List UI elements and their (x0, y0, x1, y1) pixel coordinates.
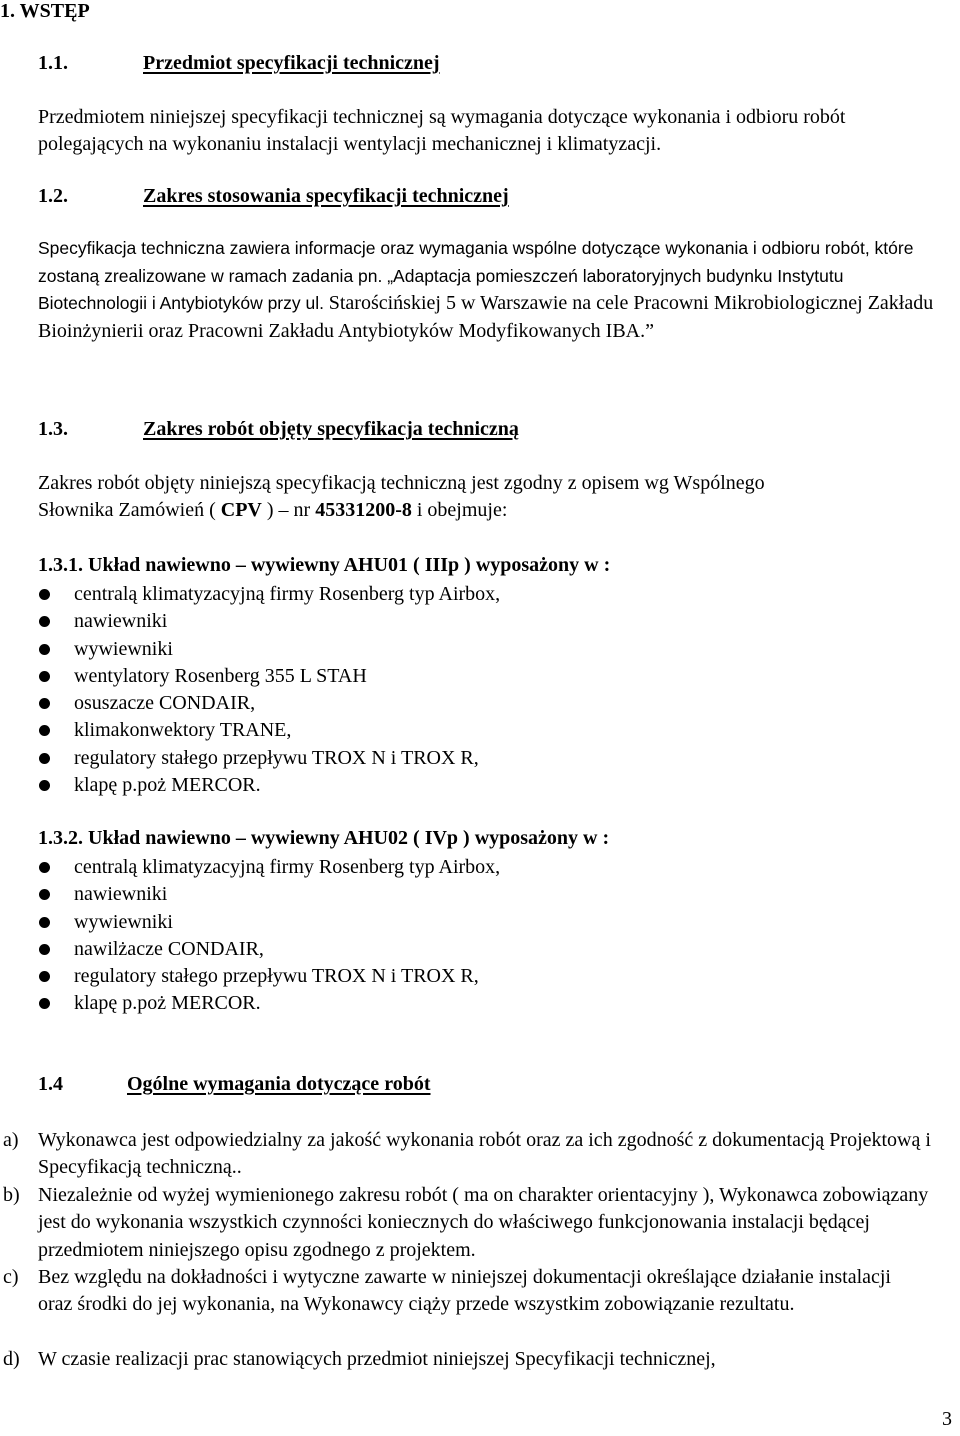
item-text: Niezależnie od wyżej wymienionego zakresu robót ( ma on charakter orientacyjny ), Wykonawca zobowiązany jest do wykonania wszystkich czynności koniecznych do właściwego funkcjonowania instalacji będącej przedmiotem niniejszego opisu zgodnego z projektem. (38, 1184, 929, 1261)
subsection-title: Zakres stosowania specyfikacji technicznej (143, 185, 509, 207)
list-item-text: nawiewniki (74, 883, 168, 906)
cpv-label: CPV (220, 499, 262, 521)
bullet-icon (39, 971, 50, 982)
bullet-icon (39, 725, 50, 736)
section-heading: 1. WSTĘP (0, 0, 90, 22)
equipment-list-ahu01 (38, 581, 500, 799)
list-heading: 1.3.1. Układ nawiewno – wywiewny AHU01 ( IIIp ) wyposażony w : (38, 554, 611, 576)
list-item-text: wentylatory Rosenberg 355 L STAH (74, 664, 367, 687)
list-item (38, 936, 500, 963)
list-item-text: klimakonwektory TRANE, (74, 719, 292, 742)
paragraph-part: Specyfikacja techniczna zawiera informacje oraz wymagania wspólne dotyczące wykonania i odbioru robót, które zostaną zrealizowane w ramach zadania pn. „Adaptacja pomieszczeń laboratoryjnych budynku Instytutu Biotechnologii i Antybiotyków przy ul. (38, 238, 914, 313)
page-number: 3 (942, 1408, 952, 1430)
paragraph (38, 235, 943, 345)
list-item-text: wywiewniki (74, 910, 173, 933)
list-item (38, 963, 500, 990)
bullet-icon (39, 998, 50, 1009)
paragraph-line: Zakres robót objęty niniejszą specyfikacją techniczną jest zgodny z opisem wg Wspólnego (38, 472, 765, 494)
list-item-text: centralą klimatyzacyjną firmy Rosenberg typ Airbox, (74, 856, 501, 878)
list-item (38, 990, 500, 1017)
bullet-icon (39, 862, 50, 873)
item-label: d) (3, 1348, 20, 1370)
list-item-text: wywiewniki (74, 637, 173, 660)
item-text: Wykonawca jest odpowiedzialny za jakość wykonania robót oraz za ich zgodność z dokumentacją Projektową i Specyfikacją techniczną.. (38, 1129, 931, 1179)
bullet-icon (39, 753, 50, 764)
subsection-title: Ogólne wymagania dotyczące robót (127, 1073, 431, 1095)
requirement-item-d (3, 1346, 938, 1373)
subsection-number: 1.1. (38, 52, 68, 74)
subsection-number: 1.3. (38, 418, 68, 440)
list-heading: 1.3.2. Układ nawiewno – wywiewny AHU02 ( IVp ) wyposażony w : (38, 827, 610, 849)
list-item (38, 663, 500, 690)
text: Słownika Zamówień ( (38, 499, 221, 521)
paragraph-line (38, 499, 507, 522)
bullet-icon (39, 917, 50, 928)
item-label: c) (3, 1266, 19, 1288)
list-item (38, 909, 500, 936)
list-item-text: klapę p.poż MERCOR. (74, 992, 261, 1015)
equipment-list-ahu02 (38, 854, 500, 1018)
subsection-title: Zakres robót objęty specyfikacja techniczną (143, 418, 519, 440)
requirement-item-a (3, 1127, 938, 1182)
list-item-text: osuszacze CONDAIR, (74, 692, 256, 715)
list-item-text: klapę p.poż MERCOR. (74, 774, 261, 797)
bullet-icon (39, 780, 50, 791)
cpv-code: 45331200-8 (315, 499, 412, 521)
bullet-icon (39, 671, 50, 682)
requirement-item-c (3, 1264, 908, 1319)
list-item (38, 881, 500, 908)
list-item (38, 581, 500, 608)
paragraph: Przedmiotem niniejszej specyfikacji technicznej są wymagania dotyczące wykonania i odbioru robót polegających na wykonaniu instalacji wentylacji mechanicznej i klimatyzacji. (38, 106, 846, 155)
list-item-text: regulatory stałego przepływu TROX N i TROX R, (74, 965, 479, 988)
subsection-number: 1.2. (38, 185, 68, 207)
list-item-text: nawilżacze CONDAIR, (74, 937, 264, 960)
list-item-text: regulatory stałego przepływu TROX N i TROX R, (74, 746, 479, 769)
bullet-icon (39, 644, 50, 655)
paragraph-part: Starościńskiej 5 w Warszawie na cele Pracowni Mikrobiologicznej Zakładu Bioinżynierii oraz Pracowni Zakładu Antybiotyków Modyfikowanych IBA.” (38, 292, 934, 342)
list-item (38, 636, 500, 663)
list-item (38, 745, 500, 772)
bullet-icon (39, 698, 50, 709)
list-item-text: nawiewniki (74, 610, 168, 633)
item-text: Bez względu na dokładności i wytyczne zawarte w niniejszej dokumentacji określające działanie instalacji oraz środki do jej wykonania, na Wykonawcy ciąży przede wszystkim zobowiązanie rezultatu. (38, 1266, 891, 1316)
list-item (38, 690, 500, 717)
requirement-item-b (3, 1182, 958, 1264)
bullet-icon (39, 944, 50, 955)
item-label: b) (3, 1184, 20, 1206)
bullet-icon (39, 589, 50, 600)
list-item (38, 772, 500, 799)
bullet-icon (39, 616, 50, 627)
bullet-icon (39, 889, 50, 900)
subsection-title: Przedmiot specyfikacji technicznej (143, 52, 440, 74)
item-text: W czasie realizacji prac stanowiących przedmiot niniejszej Specyfikacji technicznej, (38, 1348, 716, 1370)
list-item (38, 608, 500, 635)
subsection-number: 1.4 (38, 1073, 63, 1095)
list-item (38, 717, 500, 744)
item-label: a) (3, 1129, 19, 1151)
text: ) – nr (261, 499, 316, 521)
text: i obejmuje: (411, 499, 508, 521)
list-item (38, 854, 500, 881)
list-item-text: centralą klimatyzacyjną firmy Rosenberg typ Airbox, (74, 583, 501, 605)
